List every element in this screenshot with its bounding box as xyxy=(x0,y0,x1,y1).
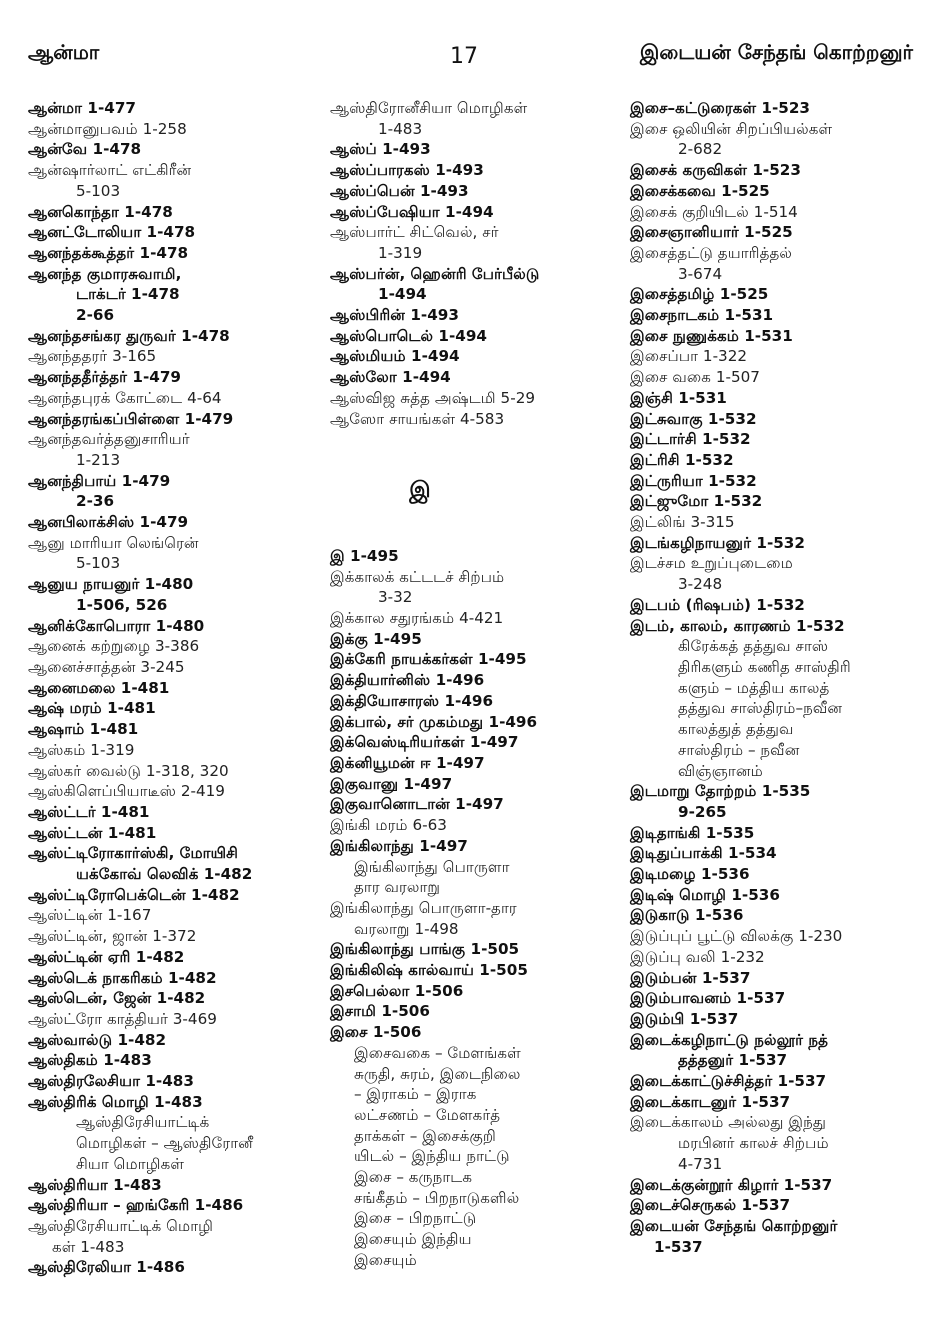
index-entry: ஆஸ்பார்ட் சிட்வெல், சர் xyxy=(330,223,499,242)
index-entry: 1-483 xyxy=(378,119,423,138)
index-entry: 3-248 xyxy=(678,575,723,594)
index-entry: ஆஸ்கிளெப்பியாடீஸ் 2-419 xyxy=(28,782,225,801)
index-column-2-bottom xyxy=(330,546,625,1271)
index-entry: இக்தியோசாரஸ் 1-496 xyxy=(330,691,494,710)
index-entry: இடச்சம உறுப்புடைமை xyxy=(630,554,793,573)
index-entry: இசைக் கருவிகள் 1-523 xyxy=(630,161,801,180)
index-entry: ஆஸ்ப்பேஷியா 1-494 xyxy=(330,202,494,221)
index-entry: ஆனைமலை 1-481 xyxy=(28,678,170,697)
index-entry: ஆனிக்கோபொரா 1-480 xyxy=(28,616,205,635)
index-entry: இசைப்பா 1-322 xyxy=(630,347,748,366)
index-entry: தார வரலாறு xyxy=(354,878,441,897)
index-entry: ஆஸோ சாயங்கள் 4-583 xyxy=(330,409,505,428)
index-entry: இடைக்காட்டுச்சித்தர் 1-537 xyxy=(630,1072,827,1091)
index-entry: இக்வெஸ்டிரியர்கள் 1-497 xyxy=(330,733,519,752)
index-entry: விஞ்ஞானம் xyxy=(678,761,763,780)
index-entry: ஆஸ்கர் வைல்டு 1-318, 320 xyxy=(28,761,229,780)
index-entry: ஆன்மானுபவம் 1-258 xyxy=(28,119,187,138)
page-number: 17 xyxy=(450,44,478,69)
index-entry: இடும்பன் 1-537 xyxy=(630,968,751,987)
index-entry: ஆனைக் கற்றுழை 3-386 xyxy=(28,637,200,656)
index-entry: சுருதி, சுரம், இடைநிலை xyxy=(354,1064,521,1083)
index-entry: ஆஸ்திரோனீசியா மொழிகள் xyxy=(330,99,528,117)
index-entry: இங்கிலாந்து பொருளா-தார xyxy=(330,898,517,917)
index-entry: ஆனுய நாயனுர் 1-480 xyxy=(28,575,194,594)
index-entry: 5-103 xyxy=(76,554,121,573)
index-entry: ஆஸ்மியம் 1-494 xyxy=(330,347,460,366)
index-entry: காலத்துத் தத்துவ xyxy=(678,720,794,739)
index-column-2-top xyxy=(330,98,625,429)
index-entry: தாக்கள் – இசைக்குறி xyxy=(354,1126,496,1145)
index-entry: இடைக்காடனுர் 1-537 xyxy=(630,1092,791,1111)
index-entry: ஆஸ்டென், ஜேன் 1-482 xyxy=(28,989,206,1008)
index-entry: இடைச்செருகல் 1-537 xyxy=(630,1196,791,1215)
index-entry: இகுவானு 1-497 xyxy=(330,774,453,793)
index-entry: திரிகளும் கணித சாஸ்திரி xyxy=(678,657,851,676)
index-entry: இடபம் (ரிஷபம்) 1-532 xyxy=(630,595,805,614)
index-entry: ஆன்வே 1-478 xyxy=(28,140,142,159)
index-entry: ஆனு மாரியா லெங்ரென் xyxy=(28,533,199,552)
index-entry: இசை வகை 1-507 xyxy=(630,368,760,387)
index-entry: 9-265 xyxy=(678,802,727,821)
index-entry: இசை நுணுக்கம் 1-531 xyxy=(630,326,793,345)
index-entry: ஆனந்தபுரக் கோட்டை 4-64 xyxy=(28,388,222,407)
index-entry: 2-682 xyxy=(678,140,723,159)
index-entry: யக்கோவ் லெவிக் 1-482 xyxy=(76,865,253,884)
index-entry: ஆஸ்ட்ரோ காத்தியர் 3-469 xyxy=(28,1009,217,1028)
index-entry: இசை – கருநாடக xyxy=(354,1168,473,1187)
index-entry: ஆஸ்வால்டு 1-482 xyxy=(28,1030,167,1049)
index-entry: ஆஸ்திரேலியா 1-486 xyxy=(28,1258,185,1277)
index-entry: 2-36 xyxy=(76,492,115,511)
index-entry: ஆனந்திபாய் 1-479 xyxy=(28,471,171,490)
index-entry: ஆஸ்திரலேசியா 1-483 xyxy=(28,1072,194,1091)
index-entry: இசைவகை – மேளங்கள் xyxy=(354,1043,521,1062)
index-entry: இங்கிலாந்து 1-497 xyxy=(330,836,468,855)
index-entry: லட்சணம் – மேளகர்த் xyxy=(354,1105,501,1124)
running-head-left: ஆன்மா xyxy=(28,40,100,64)
index-entry: இசைநாடகம் 1-531 xyxy=(630,306,774,325)
index-entry: ஆனந்ததரர் 3-165 xyxy=(28,347,157,366)
index-entry: இடிமழை 1-536 xyxy=(630,865,750,884)
index-entry: இக்பால், சர் முகம்மது 1-496 xyxy=(330,712,538,731)
index-entry: ஆஸ்பர்ன், ஹென்ரி பேர்பீல்டு xyxy=(330,264,540,283)
section-letter: இ xyxy=(409,478,431,504)
index-entry: ஆனட்டோலியா 1-478 xyxy=(28,223,196,242)
index-entry: இடிதாங்கி 1-535 xyxy=(630,823,755,842)
index-entry: இட்டார்சி 1-532 xyxy=(630,430,751,449)
index-entry: ஆஸ்பிரின் 1-493 xyxy=(330,306,459,325)
index-entry: இடும்பாவனம் 1-537 xyxy=(630,989,786,1008)
index-entry: இடுகாடு 1-536 xyxy=(630,906,744,925)
index-entry: இடிதுப்பாக்கி 1-534 xyxy=(630,844,777,863)
index-entry: ஆஸ்திரியா – ஹங்கேரி 1-486 xyxy=(28,1196,244,1215)
index-entry: ஆஸ்ப் 1-493 xyxy=(330,140,431,159)
index-entry: இஞ்சி 1-531 xyxy=(630,388,727,407)
index-entry: இசைஞானியார் 1-525 xyxy=(630,223,793,242)
index-entry: இக்காலக் கட்டடச் சிற்பம் xyxy=(330,567,505,586)
index-entry: ஆஸ்டெக் நாகரிகம் 1-482 xyxy=(28,968,217,987)
index-entry: ஆஸ்லோ 1-494 xyxy=(330,368,451,387)
index-entry: இடைக்குன்றூர் கிழார் 1-537 xyxy=(630,1175,833,1194)
index-entry: இக்கால சதுரங்கம் 4-421 xyxy=(330,609,504,628)
index-entry: இசைத்தட்டு தயாரித்தல் xyxy=(630,243,792,262)
index-entry: ஆஸ்ட்டின் 1-167 xyxy=(28,906,152,925)
index-entry: ஆஸ்திரேசியாட்டிக் மொழி xyxy=(28,1216,214,1235)
index-entry: ஆஸ்ட்டர் 1-481 xyxy=(28,802,150,821)
index-entry: 4-731 xyxy=(678,1154,723,1173)
index-column-3 xyxy=(630,98,920,1257)
index-entry: ஆஸ்ட்டின் ஏரி 1-482 xyxy=(28,947,185,966)
index-entry: ஆனந்த குமாரசுவாமி, xyxy=(28,264,182,283)
index-entry: இடையன் சேந்தங் கொற்றனுர் xyxy=(630,1216,838,1235)
index-entry: இங்கிலாந்து பொருளா xyxy=(354,857,510,876)
index-entry: சங்கீதம் – பிறநாடுகளில் xyxy=(354,1188,520,1207)
index-entry: தத்தனுர் 1-537 xyxy=(678,1051,788,1070)
index-entry: ஆனந்ததீர்த்தர் 1-479 xyxy=(28,368,181,387)
index-entry: ஆஸ்ப்பென் 1-493 xyxy=(330,181,469,200)
index-entry: இசை – பிறநாட்டு xyxy=(354,1209,477,1228)
index-entry: இக்கேரி நாயக்கர்கள் 1-495 xyxy=(330,650,527,669)
index-entry: இசைத்தமிழ் 1-525 xyxy=(630,285,769,304)
index-entry: இடுப்புப் பூட்டு விலக்கு 1-230 xyxy=(630,927,843,946)
index-entry: ஆனைச்சாத்தன் 3-245 xyxy=(28,657,185,676)
index-entry: ஆஸ்ட்டன் 1-481 xyxy=(28,823,157,842)
index-entry: 2-66 xyxy=(76,306,115,325)
index-entry: இடைக்கழிநாட்டு நல்லூர் நத் xyxy=(630,1030,829,1049)
index-entry: இடமாறு தோற்றம் 1-535 xyxy=(630,782,811,801)
index-entry: ஆஸ்திரியா 1-483 xyxy=(28,1175,162,1194)
index-entry: இடங்கழிநாயனுர் 1-532 xyxy=(630,533,805,552)
index-entry: 1-213 xyxy=(76,450,121,469)
index-entry: இசை ஒலியின் சிறப்பியல்கள் xyxy=(630,119,833,138)
index-entry: கள் 1-483 xyxy=(52,1237,125,1256)
index-entry: இட்ஜுமோ 1-532 xyxy=(630,492,763,511)
index-entry: இ 1-495 xyxy=(330,546,399,565)
index-entry: 5-103 xyxy=(76,181,121,200)
index-entry: இடைக்காலம் அல்லது இந்து xyxy=(630,1113,827,1132)
index-entry: ஆனந்தவர்த்தனுசாரியர் xyxy=(28,430,190,449)
index-entry: இக்னியூமன் ஈ 1-497 xyxy=(330,753,485,772)
index-entry: ஆனகொந்தா 1-478 xyxy=(28,202,173,221)
index-entry: ஆஸ்பொடெல் 1-494 xyxy=(330,326,487,345)
index-column-2 xyxy=(330,98,625,1271)
running-head-right: இடையன் சேந்தங் கொற்றனுர் xyxy=(639,40,913,64)
index-entry: – இராகம் – இராக xyxy=(354,1085,477,1104)
index-entry: யிடல் – இந்திய நாட்டு xyxy=(354,1147,510,1166)
index-entry: 1-506, 526 xyxy=(76,595,168,614)
index-entry: ஆனந்தரங்கப்பிள்ளை 1-479 xyxy=(28,409,234,428)
index-entry: சியா மொழிகள் xyxy=(76,1154,185,1173)
index-entry: இடிஷ் மொழி 1-536 xyxy=(630,885,780,904)
index-entry: இசைக் குறியிடல் 1-514 xyxy=(630,202,798,221)
index-entry: 3-674 xyxy=(678,264,723,283)
index-entry: இகுவானொடான் 1-497 xyxy=(330,795,504,814)
index-entry: இக்தியார்னிஸ் 1-496 xyxy=(330,671,485,690)
index-entry: களும் – மத்திய காலத் xyxy=(678,678,830,697)
index-entry: இட்சுவாகு 1-532 xyxy=(630,409,757,428)
index-entry: இசாமி 1-506 xyxy=(330,1002,430,1021)
index-entry: 1-537 xyxy=(654,1237,703,1256)
index-entry: இட்ரிசி 1-532 xyxy=(630,450,734,469)
index-entry: ஆஸ்திகம் 1-483 xyxy=(28,1051,152,1070)
index-entry: மொழிகள் – ஆஸ்திரோனீ xyxy=(76,1134,253,1153)
index-entry: இங்கி மரம் 6-63 xyxy=(330,816,447,835)
index-column-1 xyxy=(28,98,323,1278)
index-entry: டாக்டர் 1-478 xyxy=(76,285,180,304)
index-entry: இசையும் xyxy=(354,1250,417,1269)
index-entry: இடம், காலம், காரணம் 1-532 xyxy=(630,616,845,635)
index-entry: ஆன்மா 1-477 xyxy=(28,99,136,117)
index-entry: கிரேக்கத் தத்துவ சாஸ் xyxy=(678,637,829,656)
index-entry: ஆஷ் மரம் 1-481 xyxy=(28,699,156,718)
index-entry: இடும்பி 1-537 xyxy=(630,1009,739,1028)
index-entry: ஆஸ்ப்பாரகஸ் 1-493 xyxy=(330,161,484,180)
index-entry: ஆஸ்ட்டின், ஜான் 1-372 xyxy=(28,927,197,946)
index-entry: 1-494 xyxy=(378,285,427,304)
index-entry: ஆஸ்விஜ சுத்த அஷ்டமி 5-29 xyxy=(330,388,536,407)
index-entry: இக்கு 1-495 xyxy=(330,629,422,648)
index-entry: தத்துவ சாஸ்திரம்–நவீன xyxy=(678,699,843,718)
index-entry: இங்கிலாந்து பாங்கு 1-505 xyxy=(330,940,520,959)
index-entry: இங்கிலிஷ் கால்வாய் 1-505 xyxy=(330,961,528,980)
index-entry: ஆஸ்ட்டிரோபெக்டென் 1-482 xyxy=(28,885,240,904)
index-entry: ஆஸ்திரிக் மொழி 1-483 xyxy=(28,1092,203,1111)
index-entry: 1-319 xyxy=(378,243,423,262)
index-entry: ஆஸ்திரேசியாட்டிக் xyxy=(76,1113,210,1132)
index-entry: இசை 1-506 xyxy=(330,1023,422,1042)
index-entry: 3-32 xyxy=(378,588,413,607)
index-entry: ஆனந்தக்கூத்தர் 1-478 xyxy=(28,243,189,262)
index-entry: இசையும் இந்திய xyxy=(354,1230,472,1249)
index-entry: மரபினர் காலச் சிற்பம் xyxy=(678,1134,829,1153)
index-entry: இசைக்கவை 1-525 xyxy=(630,181,770,200)
index-entry: இடுப்பு வலி 1-232 xyxy=(630,947,765,966)
index-entry: ஆனபிலாக்சிஸ் 1-479 xyxy=(28,513,189,532)
index-entry: இசை–கட்டுரைகள் 1-523 xyxy=(630,99,811,117)
index-entry: ஆஸ்ட்டிரோகார்ஸ்கி, மோயிசி xyxy=(28,844,239,863)
index-entry: இட்ருரியா 1-532 xyxy=(630,471,757,490)
index-entry: ஆன்ஷார்லாட் எட்கிரீன் xyxy=(28,161,192,180)
index-entry: வரலாறு 1-498 xyxy=(354,919,459,938)
index-entry: சாஸ்திரம் – நவீன xyxy=(678,740,800,759)
index-entry: இட்லிங் 3-315 xyxy=(630,513,735,532)
index-entry: ஆஸ்கம் 1-319 xyxy=(28,740,135,759)
index-entry: ஆஷாம் 1-481 xyxy=(28,720,139,739)
index-entry: இசபெல்லா 1-506 xyxy=(330,981,464,1000)
index-entry: ஆனந்தசங்கர துருவர் 1-478 xyxy=(28,326,230,345)
